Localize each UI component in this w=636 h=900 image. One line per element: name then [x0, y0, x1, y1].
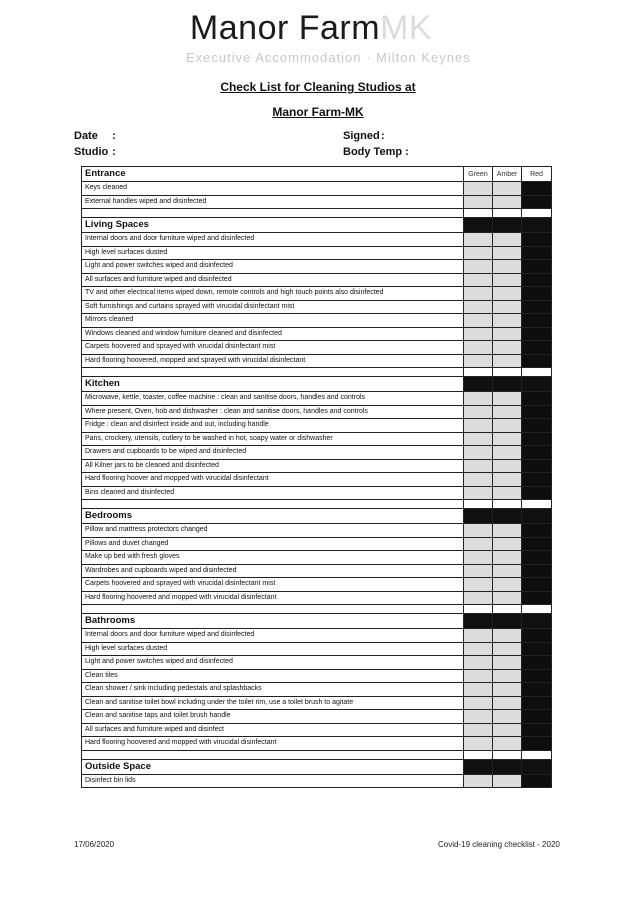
spacer-cell [522, 368, 552, 377]
rating-green-box[interactable] [464, 551, 493, 565]
rating-green-box[interactable] [464, 432, 493, 446]
spacer-cell [464, 368, 493, 377]
rating-amber-box[interactable] [493, 774, 522, 788]
rating-red-box[interactable] [522, 737, 552, 751]
checklist-item-row [82, 737, 552, 751]
rating-red-box[interactable] [522, 578, 552, 592]
section-title-living: Living Spaces [82, 218, 464, 233]
checklist-item-row [82, 300, 552, 314]
checklist-item-label: Clean tiles [82, 669, 464, 683]
rating-green-box[interactable] [464, 683, 493, 697]
rating-red-box [522, 218, 552, 233]
checklist-item-label: TV and other electrical items wiped down, remote controls and high touch points also disinfected [82, 287, 464, 301]
spacer-cell [493, 209, 522, 218]
rating-red-box[interactable] [522, 642, 552, 656]
rating-amber-box[interactable] [493, 182, 522, 196]
spacer-cell [522, 750, 552, 759]
rating-red-box[interactable] [522, 656, 552, 670]
section-title-outside: Outside Space [82, 759, 464, 774]
date-field[interactable]: Date : [74, 130, 116, 142]
checklist-item-row [82, 696, 552, 710]
rating-red-box[interactable] [522, 233, 552, 247]
checklist-item-row [82, 287, 552, 301]
rating-amber-box[interactable] [493, 578, 522, 592]
rating-amber-box[interactable] [493, 642, 522, 656]
rating-amber-box[interactable] [493, 273, 522, 287]
checklist-item-row [82, 459, 552, 473]
rating-green-box [464, 377, 493, 392]
checklist-item-label: Hard flooring hoovered and mopped with virucidal disinfectant [82, 591, 464, 605]
checklist-item-label: Wardrobes and cupboards wiped and disinfected [82, 564, 464, 578]
rating-red-box [522, 614, 552, 629]
checklist-item-row [82, 473, 552, 487]
rating-amber-box[interactable] [493, 710, 522, 724]
checklist-item-label: All surfaces and furniture wiped and disinfected [82, 273, 464, 287]
checklist-item-row [82, 233, 552, 247]
rating-red-box[interactable] [522, 564, 552, 578]
rating-amber-box[interactable] [493, 446, 522, 460]
rating-green-box[interactable] [464, 260, 493, 274]
spacer-row [82, 368, 552, 377]
spacer-cell [522, 209, 552, 218]
footer-date: 17/06/2020 [74, 840, 115, 849]
studio-label: Studio [74, 146, 109, 158]
rating-green-box[interactable] [464, 419, 493, 433]
checklist-item-label: Carpets hoovered and sprayed with virucidal disinfectant mist [82, 578, 464, 592]
rating-red-box[interactable] [522, 524, 552, 538]
checklist-item-label: Make up bed with fresh gloves [82, 551, 464, 565]
rating-green-box[interactable] [464, 405, 493, 419]
spacer-cell [464, 209, 493, 218]
rating-green-box[interactable] [464, 656, 493, 670]
rating-red-box[interactable] [522, 419, 552, 433]
spacer-cell [82, 605, 464, 614]
spacer-row [82, 750, 552, 759]
spacer-cell [82, 500, 464, 509]
rating-amber-box[interactable] [493, 300, 522, 314]
checklist-item-row [82, 446, 552, 460]
rating-amber-box [493, 377, 522, 392]
checklist-item-label: External handles wiped and disinfected [82, 195, 464, 209]
rating-red-box[interactable] [522, 551, 552, 565]
studio-field[interactable]: Studio : [74, 146, 116, 158]
section-title-bedrooms: Bedrooms [82, 509, 464, 524]
rating-green-box [464, 759, 493, 774]
rating-amber-box [493, 218, 522, 233]
rating-amber-box[interactable] [493, 392, 522, 406]
rating-green-box [464, 509, 493, 524]
rating-amber-box[interactable] [493, 287, 522, 301]
spacer-cell [464, 605, 493, 614]
rating-green-box[interactable] [464, 287, 493, 301]
checklist-item-label: Internal doors and door furniture wiped and disinfected [82, 233, 464, 247]
rating-amber-box[interactable] [493, 669, 522, 683]
rating-green-box [464, 614, 493, 629]
spacer-cell [82, 209, 464, 218]
checklist-item-label: Light and power switches wiped and disinfected [82, 656, 464, 670]
checklist-item-label: Windows cleaned and window furniture cleaned and disinfected [82, 327, 464, 341]
rating-amber-box[interactable] [493, 564, 522, 578]
rating-red-box[interactable] [522, 405, 552, 419]
rating-green-box[interactable] [464, 723, 493, 737]
checklist-item-row [82, 314, 552, 328]
logo-subtitle: Executive Accommodation · Milton Keynes [186, 50, 471, 65]
checklist-item-row [82, 182, 552, 196]
rating-green-box [464, 218, 493, 233]
checklist-item-row [82, 524, 552, 538]
rating-red-box[interactable] [522, 260, 552, 274]
rating-red-box[interactable] [522, 774, 552, 788]
body-temp-field[interactable] [343, 146, 409, 158]
checklist-item-row [82, 656, 552, 670]
document-title: Check List for Cleaning Studios at [220, 80, 416, 94]
checklist-item-row [82, 195, 552, 209]
rating-red-box[interactable] [522, 629, 552, 643]
rating-green-box[interactable] [464, 591, 493, 605]
checklist-item-label: All surfaces and furniture wiped and disinfect [82, 723, 464, 737]
rating-red-box[interactable] [522, 354, 552, 368]
rating-amber-box[interactable] [493, 524, 522, 538]
rating-green-box[interactable] [464, 354, 493, 368]
rating-green-box[interactable] [464, 710, 493, 724]
rating-red-box[interactable] [522, 473, 552, 487]
rating-green-box[interactable] [464, 696, 493, 710]
spacer-cell [522, 500, 552, 509]
rating-amber-box[interactable] [493, 233, 522, 247]
spacer-cell [493, 368, 522, 377]
rating-red-box[interactable] [522, 723, 552, 737]
checklist-item-row [82, 669, 552, 683]
rating-green-box[interactable] [464, 669, 493, 683]
rating-red-box[interactable] [522, 537, 552, 551]
rating-amber-box[interactable] [493, 260, 522, 274]
column-header-red: Red [522, 167, 552, 182]
rating-green-box[interactable] [464, 473, 493, 487]
checklist-item-row [82, 486, 552, 500]
spacer-cell [493, 500, 522, 509]
checklist-item-row [82, 564, 552, 578]
rating-green-box[interactable] [464, 564, 493, 578]
checklist-item-label: Light and power switches wiped and disinfected [82, 260, 464, 274]
rating-green-box[interactable] [464, 341, 493, 355]
checklist-item-row [82, 432, 552, 446]
rating-red-box[interactable] [522, 486, 552, 500]
checklist-item-label: All Kilner jars to be cleaned and disinfected [82, 459, 464, 473]
checklist-item-label: High level surfaces dusted [82, 642, 464, 656]
checklist-item-row [82, 774, 552, 788]
section-header-row [82, 167, 552, 182]
footer-document-name: Covid-19 cleaning checklist - 2020 [438, 840, 560, 849]
checklist-item-label: Microwave, kettle, toaster, coffee machine : clean and sanitise doors, handles and controls [82, 392, 464, 406]
rating-amber-box[interactable] [493, 459, 522, 473]
rating-red-box[interactable] [522, 195, 552, 209]
checklist-item-row [82, 419, 552, 433]
rating-red-box[interactable] [522, 392, 552, 406]
section-header-row [82, 614, 552, 629]
section-title-bathrooms: Bathrooms [82, 614, 464, 629]
checklist-item-label: Hard flooring hoovered and mopped with virucidal disinfectant [82, 737, 464, 751]
rating-red-box[interactable] [522, 182, 552, 196]
rating-green-box[interactable] [464, 537, 493, 551]
rating-green-box[interactable] [464, 459, 493, 473]
rating-green-box[interactable] [464, 629, 493, 643]
rating-red-box [522, 759, 552, 774]
column-header-green: Green [464, 167, 493, 182]
rating-red-box[interactable] [522, 287, 552, 301]
rating-red-box[interactable] [522, 710, 552, 724]
signed-label: Signed [343, 130, 380, 142]
rating-amber-box[interactable] [493, 629, 522, 643]
section-header-row [82, 509, 552, 524]
rating-green-box[interactable] [464, 392, 493, 406]
rating-green-box[interactable] [464, 737, 493, 751]
checklist-item-row [82, 578, 552, 592]
spacer-row [82, 500, 552, 509]
checklist-item-label: Clean and sanitise taps and toilet brush handle [82, 710, 464, 724]
rating-amber-box[interactable] [493, 354, 522, 368]
checklist-item-label: Soft furnishings and curtains sprayed with virucidal disinfectant mist [82, 300, 464, 314]
rating-red-box [522, 509, 552, 524]
rating-green-box[interactable] [464, 524, 493, 538]
checklist-item-label: Pillow and mattress protectors changed [82, 524, 464, 538]
rating-green-box[interactable] [464, 273, 493, 287]
checklist-item-label: Disinfect bin lids [82, 774, 464, 788]
checklist-item-label: Hard flooring hoover and mopped with virucidal disinfectant [82, 473, 464, 487]
spacer-row [82, 209, 552, 218]
rating-red-box[interactable] [522, 459, 552, 473]
checklist-item-label: Internal doors and door furniture wiped and disinfected [82, 629, 464, 643]
rating-red-box[interactable] [522, 591, 552, 605]
rating-amber-box[interactable] [493, 723, 522, 737]
rating-amber-box [493, 614, 522, 629]
rating-green-box[interactable] [464, 182, 493, 196]
checklist-item-label: Fridge : clean and disinfect inside and out, including handle [82, 419, 464, 433]
checklist-item-row [82, 341, 552, 355]
section-header-row [82, 218, 552, 233]
rating-amber-box[interactable] [493, 591, 522, 605]
rating-amber-box [493, 759, 522, 774]
rating-red-box[interactable] [522, 341, 552, 355]
rating-amber-box[interactable] [493, 246, 522, 260]
column-header-amber: Amber [493, 167, 522, 182]
rating-green-box[interactable] [464, 327, 493, 341]
rating-amber-box[interactable] [493, 737, 522, 751]
rating-green-box[interactable] [464, 314, 493, 328]
rating-amber-box[interactable] [493, 195, 522, 209]
section-header-row [82, 759, 552, 774]
spacer-cell [522, 605, 552, 614]
checklist-item-row [82, 642, 552, 656]
checklist-item-label: Pans, crockery, utensils, cutlery to be washed in hot, soapy water or dishwasher [82, 432, 464, 446]
rating-amber-box[interactable] [493, 656, 522, 670]
rating-red-box[interactable] [522, 432, 552, 446]
section-header-row [82, 377, 552, 392]
spacer-cell [493, 750, 522, 759]
rating-red-box[interactable] [522, 314, 552, 328]
checklist-item-label: Keys cleaned [82, 182, 464, 196]
rating-amber-box[interactable] [493, 341, 522, 355]
checklist-item-label: Pillows and duvet changed [82, 537, 464, 551]
spacer-cell [464, 750, 493, 759]
document-subtitle: Manor Farm-MK [272, 105, 364, 119]
signed-field[interactable]: Signed : [343, 130, 385, 142]
checklist-item-label: Drawers and cupboards to be wiped and disinfected [82, 446, 464, 460]
checklist-item-label: High level surfaces dusted [82, 246, 464, 260]
rating-red-box [522, 377, 552, 392]
checklist-item-row [82, 591, 552, 605]
rating-red-box[interactable] [522, 327, 552, 341]
spacer-cell [493, 605, 522, 614]
checklist-item-row [82, 710, 552, 724]
rating-amber-box[interactable] [493, 486, 522, 500]
checklist-item-label: Bins cleaned and disinfected [82, 486, 464, 500]
rating-amber-box[interactable] [493, 405, 522, 419]
rating-amber-box[interactable] [493, 551, 522, 565]
checklist-item-label: Carpets hoovered and sprayed with virucidal disinfectant mist [82, 341, 464, 355]
spacer-cell [82, 368, 464, 377]
rating-red-box[interactable] [522, 246, 552, 260]
checklist-item-row [82, 537, 552, 551]
rating-green-box[interactable] [464, 578, 493, 592]
section-title-entrance: Entrance [82, 167, 464, 182]
logo-title: Manor FarmMK [189, 9, 433, 47]
rating-amber-box[interactable] [493, 419, 522, 433]
rating-green-box[interactable] [464, 246, 493, 260]
rating-green-box[interactable] [464, 233, 493, 247]
rating-amber-box[interactable] [493, 314, 522, 328]
checklist-item-row [82, 354, 552, 368]
spacer-row [82, 605, 552, 614]
rating-red-box[interactable] [522, 683, 552, 697]
checklist-item-row [82, 629, 552, 643]
rating-amber-box[interactable] [493, 327, 522, 341]
checklist-item-row [82, 723, 552, 737]
rating-amber-box [493, 509, 522, 524]
rating-red-box[interactable] [522, 446, 552, 460]
checklist-item-row [82, 273, 552, 287]
rating-green-box[interactable] [464, 486, 493, 500]
logo [186, 8, 471, 65]
rating-green-box[interactable] [464, 774, 493, 788]
rating-amber-box[interactable] [493, 473, 522, 487]
checklist-item-row [82, 405, 552, 419]
spacer-cell [82, 750, 464, 759]
rating-amber-box[interactable] [493, 683, 522, 697]
section-title-kitchen: Kitchen [82, 377, 464, 392]
rating-amber-box[interactable] [493, 537, 522, 551]
checklist-item-row [82, 327, 552, 341]
checklist-item-label: Mirrors cleaned [82, 314, 464, 328]
checklist-item-label: Where present, Oven, hob and dishwasher : clean and sanitise doors, handles and controls [82, 405, 464, 419]
checklist-item-row [82, 551, 552, 565]
rating-green-box[interactable] [464, 446, 493, 460]
checklist-item-label: Hard flooring hoovered, mopped and sprayed with virucidal disinfectant [82, 354, 464, 368]
rating-amber-box[interactable] [493, 432, 522, 446]
body-temp-label: Body Temp : [343, 146, 409, 158]
rating-amber-box[interactable] [493, 696, 522, 710]
checklist-item-label: Clean shower / sink including pedestals and splashbacks [82, 683, 464, 697]
rating-red-box[interactable] [522, 669, 552, 683]
checklist-item-row [82, 246, 552, 260]
rating-red-box[interactable] [522, 300, 552, 314]
rating-green-box[interactable] [464, 300, 493, 314]
checklist-item-label: Clean and sanitise toilet bowl including under the toilet rim, use a toilet brush to agitate [82, 696, 464, 710]
rating-green-box[interactable] [464, 642, 493, 656]
spacer-cell [464, 500, 493, 509]
date-label: Date [74, 130, 98, 142]
rating-red-box[interactable] [522, 273, 552, 287]
rating-green-box[interactable] [464, 195, 493, 209]
checklist-item-row [82, 392, 552, 406]
checklist-item-row [82, 260, 552, 274]
checklist-item-row [82, 683, 552, 697]
rating-red-box[interactable] [522, 696, 552, 710]
cleaning-checklist-table [81, 166, 552, 788]
